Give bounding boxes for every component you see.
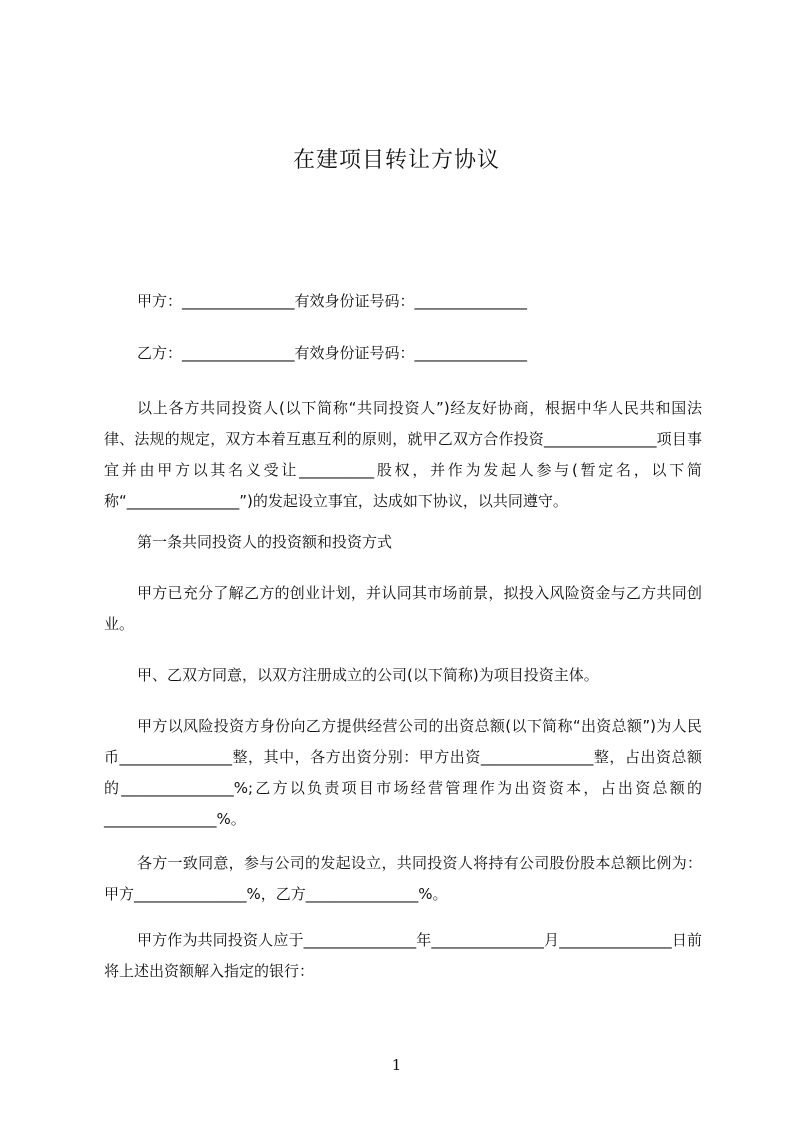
paragraph-1: 甲方已充分了解乙方的创业计划，并认同其市场前景，拟投入风险资金与乙方共同创业。 — [104, 584, 702, 633]
page-number: 1 — [391, 1056, 402, 1074]
paragraph-4: 各方一致同意，参与公司的发起设立，共同投资人将持有公司股份股本总额比例为：甲方_______________%，乙方_______________%。 — [104, 854, 702, 903]
document-title: 在建项目转让方协议 — [292, 148, 500, 173]
paragraph-3: 甲方以风险投资方身份向乙方提供经营公司的出资总额(以下简称“出资总额”)为人民币_______________整，其中，各方出资分别：甲方出资_______________整，占出资总额的_______________%;乙方以负责项目市场经营管理作为出资资本，占出资总额的_______________%。 — [104, 717, 702, 828]
paragraph-5: 甲方作为共同投资人应于_______________年_______________月_______________日前将上述出资额解入指定的银行： — [104, 931, 702, 980]
party-b-line: 乙方：_______________有效身份证号码：_______________ — [137, 344, 528, 362]
article-1-heading: 第一条共同投资人的投资额和投资方式 — [137, 533, 393, 551]
paragraph-2: 甲、乙双方同意，以双方注册成立的公司(以下简称)为项目投资主体。 — [137, 666, 599, 684]
party-a-line: 甲方：_______________有效身份证号码：_______________ — [137, 292, 528, 310]
intro-paragraph: 以上各方共同投资人(以下简称“共同投资人”)经友好协商，根据中华人民共和国法律、法规的规定，双方本着互惠互利的原则，就甲乙双方合作投资_______________项目事宜并由甲方以其名义受让__________股权，并作为发起人参与(暂定名，以下简称“_______________”)的发起设立事宜，达成如下协议，以共同遵守。 — [104, 399, 702, 510]
